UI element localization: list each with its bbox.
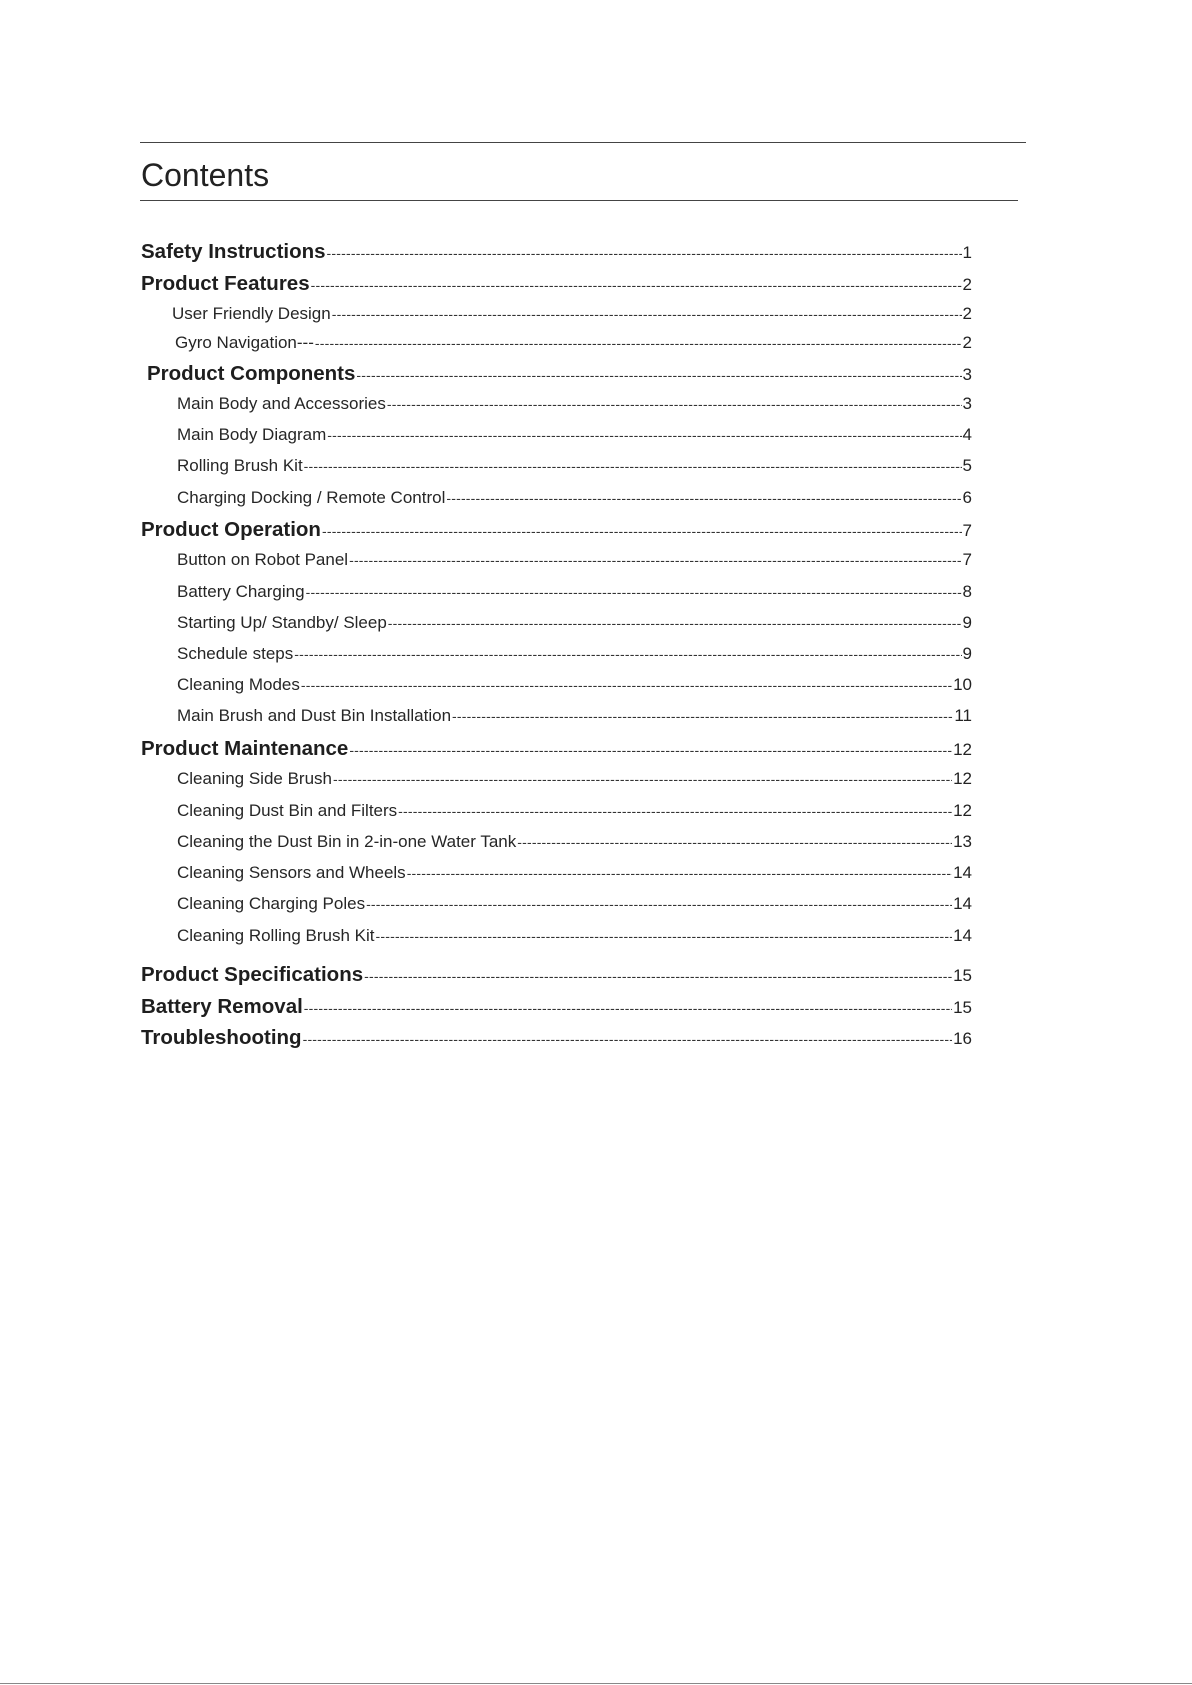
toc-dot-leader <box>332 306 962 322</box>
toc-entry-label: Product Components <box>147 362 356 385</box>
toc-entry-label: Main Body Diagram <box>177 425 327 444</box>
toc-page-number: 7 <box>962 550 972 569</box>
toc-page-number: 10 <box>953 675 972 694</box>
toc-dot-leader <box>306 584 962 600</box>
toc-page-number: 12 <box>953 801 972 820</box>
toc-section-entry <box>147 362 972 386</box>
toc-entry-label: Battery Charging <box>177 582 305 601</box>
toc-entry-label: Product Features <box>141 272 310 295</box>
toc-dot-leader <box>366 896 952 912</box>
toc-dot-leader <box>294 646 961 662</box>
toc-page-number: 12 <box>953 740 972 759</box>
toc-entry-label: Cleaning Rolling Brush Kit <box>177 926 375 945</box>
toc-page-number: 14 <box>953 894 972 913</box>
toc-entry-label: Rolling Brush Kit <box>177 456 303 475</box>
toc-page-number: 16 <box>953 1029 972 1048</box>
toc-page-number: 14 <box>953 863 972 882</box>
toc-subsection-entry <box>177 894 972 914</box>
toc-dot-leader <box>356 367 961 383</box>
toc-subsection-entry <box>177 488 972 508</box>
toc-dot-leader <box>349 742 952 758</box>
toc-entry-label: Starting Up/ Standby/ Sleep <box>177 613 387 632</box>
toc-entry-label: User Friendly Design <box>172 304 331 323</box>
toc-page-number: 12 <box>953 769 972 788</box>
toc-subsection-entry <box>177 644 972 664</box>
toc-section-entry <box>141 272 972 296</box>
toc-subsection-entry <box>172 304 972 324</box>
toc-entry-label: Product Operation <box>141 518 321 541</box>
toc-dot-leader <box>376 928 953 944</box>
toc-entry-label: Schedule steps <box>177 644 294 663</box>
toc-subsection-entry <box>177 675 972 695</box>
toc-page-number: 11 <box>954 706 972 725</box>
toc-dot-leader <box>452 708 953 724</box>
toc-dot-leader <box>446 490 961 506</box>
toc-subsection-entry <box>177 832 972 852</box>
toc-page-number: 15 <box>953 966 972 985</box>
toc-page-number: 6 <box>962 488 972 507</box>
toc-dot-leader <box>407 865 952 881</box>
toc-page-number: 2 <box>962 333 972 352</box>
toc-subsection-entry <box>177 769 972 789</box>
toc-dot-leader <box>303 1031 953 1047</box>
toc-dot-leader <box>387 396 962 412</box>
toc-entry-label: Product Maintenance <box>141 737 349 760</box>
toc-page-number: 3 <box>962 394 972 413</box>
toc-subsection-entry <box>177 801 972 821</box>
toc-page-number: 3 <box>962 365 972 384</box>
toc-subsection-entry <box>177 425 972 445</box>
toc-entry-label: Cleaning Modes <box>177 675 300 694</box>
toc-section-entry <box>141 240 972 264</box>
toc-subsection-entry <box>177 926 972 946</box>
toc-dot-leader <box>327 427 961 443</box>
toc-dot-leader <box>333 771 952 787</box>
toc-subsection-entry <box>177 394 972 414</box>
toc-dot-leader <box>364 968 952 984</box>
toc-entry-label: Safety Instructions <box>141 240 326 263</box>
toc-subsection-entry <box>177 863 972 883</box>
toc-dot-leader <box>315 335 962 351</box>
toc-subsection-entry <box>177 456 972 476</box>
toc-entry-label: Main Body and Accessories <box>177 394 386 413</box>
toc-entry-label: Cleaning Side Brush <box>177 769 332 788</box>
toc-dot-leader <box>517 834 952 850</box>
toc-dot-leader <box>311 277 962 293</box>
toc-dot-leader <box>349 552 961 568</box>
toc-section-entry <box>141 963 972 987</box>
toc-entry-label: Battery Removal <box>141 995 303 1018</box>
toc-page-number: 2 <box>962 304 972 323</box>
toc-page-number: 7 <box>962 521 972 540</box>
toc-entry-label: Cleaning Dust Bin and Filters <box>177 801 398 820</box>
toc-section-entry <box>141 995 972 1019</box>
toc-dot-leader <box>398 803 952 819</box>
toc-page-number: 5 <box>962 456 972 475</box>
toc-entry-label: Button on Robot Panel <box>177 550 349 569</box>
toc-entry-label: Cleaning Sensors and Wheels <box>177 863 406 882</box>
toc-section-entry <box>141 737 972 761</box>
toc-entry-label: Cleaning the Dust Bin in 2-in-one Water Tank <box>177 832 517 851</box>
toc-entry-label: Charging Docking / Remote Control <box>177 488 446 507</box>
toc-dot-leader <box>388 615 962 631</box>
toc-entry-label: Product Specifications <box>141 963 364 986</box>
toc-dot-leader <box>304 458 962 474</box>
toc-page-number: 15 <box>953 998 972 1017</box>
toc-subsection-entry <box>177 582 972 602</box>
toc-page-number: 13 <box>953 832 972 851</box>
toc-page-number: 9 <box>962 613 972 632</box>
toc-dot-leader <box>322 523 962 539</box>
toc-dot-leader <box>304 1000 952 1016</box>
page-title: Contents <box>141 157 270 193</box>
toc-entry-label: Cleaning Charging Poles <box>177 894 366 913</box>
toc-dot-leader <box>327 245 962 261</box>
toc-section-entry <box>141 1026 972 1050</box>
toc-entry-label: Gyro Navigation--- <box>175 333 314 352</box>
toc-page-number: 9 <box>962 644 972 663</box>
toc-page-number: 1 <box>962 243 972 262</box>
toc-entry-label: Troubleshooting <box>141 1026 302 1049</box>
toc-section-entry <box>141 518 972 542</box>
toc-subsection-entry <box>177 550 972 570</box>
toc-entry-label: Main Brush and Dust Bin Installation <box>177 706 452 725</box>
toc-page-number: 8 <box>962 582 972 601</box>
toc-page-number: 2 <box>962 275 972 294</box>
toc-subsection-entry <box>175 333 972 353</box>
toc-dot-leader <box>301 677 952 693</box>
toc-page-number: 4 <box>962 425 972 444</box>
toc-subsection-entry <box>177 613 972 633</box>
page-bottom-edge <box>0 1683 1192 1684</box>
toc-subsection-entry <box>177 706 972 726</box>
toc-page-number: 14 <box>953 926 972 945</box>
